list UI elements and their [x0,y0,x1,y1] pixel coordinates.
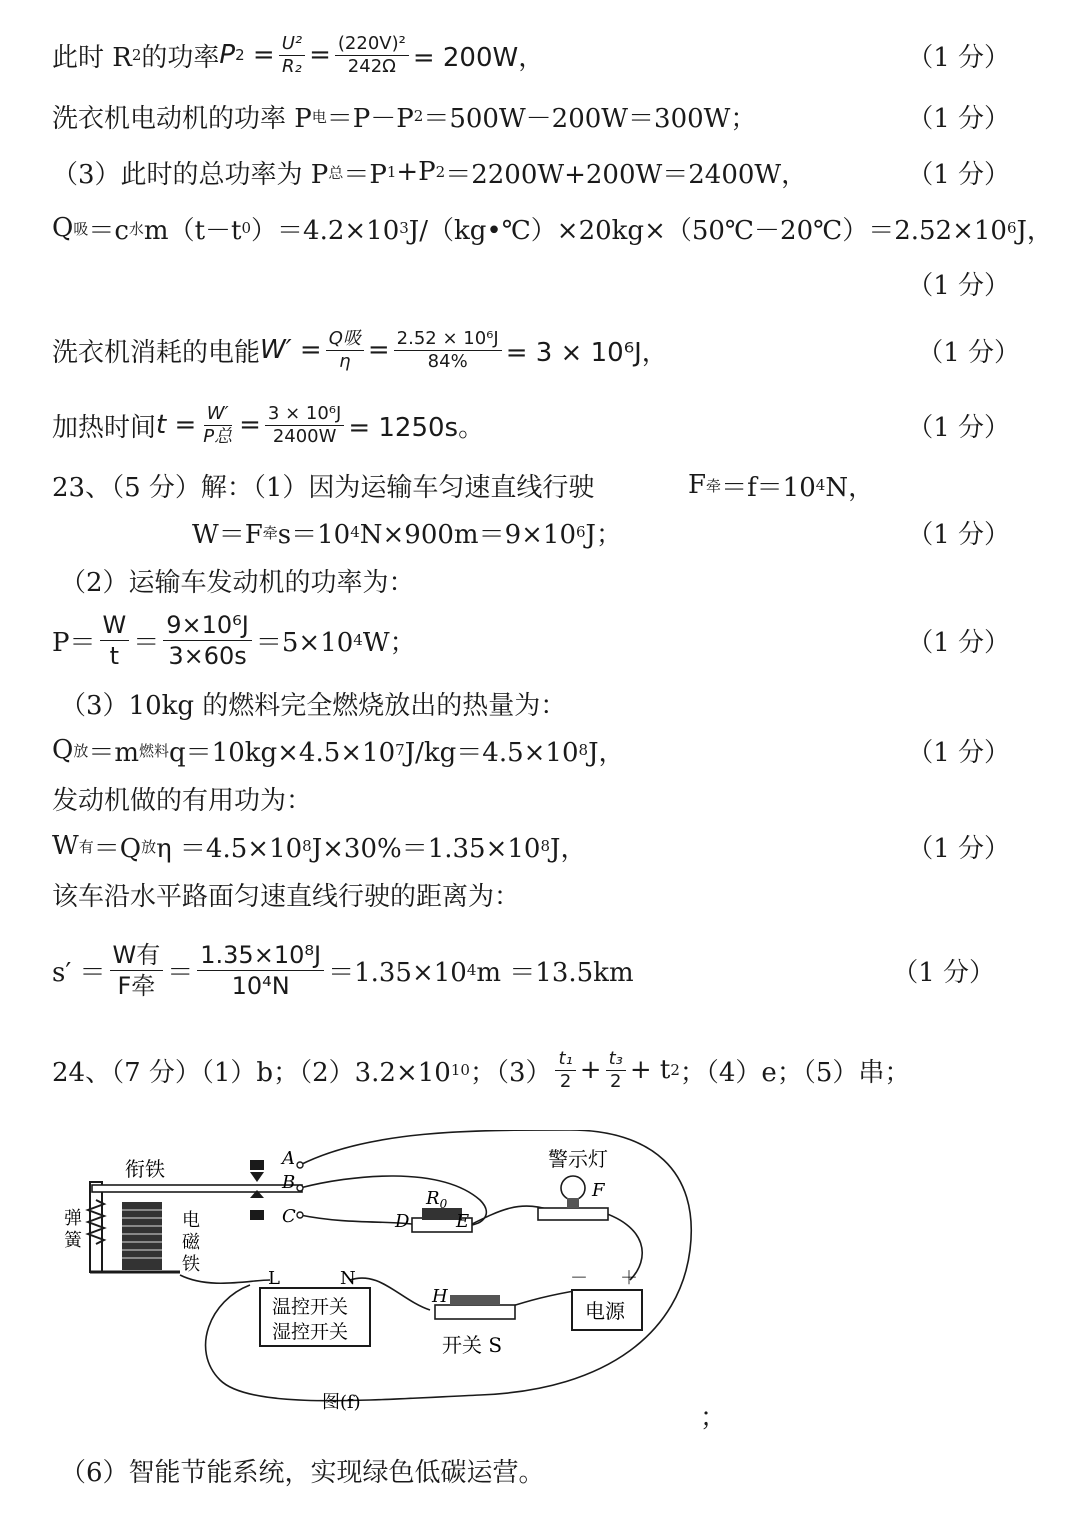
score: （1 分） [907,627,1010,658]
fraction-energy: $\frac{\text{2.52 × 10⁶J}}{84\%}$ [394,328,502,373]
label-magnet-3: 铁 [182,1254,200,1275]
line-heat-score [0,253,1080,313]
label-power: 电源 [585,1299,625,1323]
label-switch: 开关 S [442,1333,503,1357]
label-armature: 衔铁 [125,1157,165,1181]
line-motor-power: 洗衣机电动机的功率 P 电 ＝P－P 2 ＝500W－200W＝300W； （1 分） [0,86,1080,146]
q23-useful-work: W 有 ＝Q 放 η ＝4.5×10 8 J×30%＝1.35×10 8 J， （1 分） [0,816,1080,876]
label-magnet-1: 电 [182,1210,200,1231]
fraction-t1-2: $\frac{\text{t₁}}{2}$ [555,1048,575,1093]
q24-part6: （6）智能节能系统，实现绿色低碳运营。 [60,1457,545,1488]
score: （1 分） [907,737,1010,768]
label-spring-2: 簧 [64,1230,82,1251]
fraction-w-f: $\frac{\text{W有}}{\text{F牵}}$ [110,940,164,1001]
q23-work: W＝F 牵 s＝10 4 N×900m＝9×10 6 J； （1 分） [0,502,1080,562]
label-plus: ＋ [620,1268,638,1289]
line-heating-time: 加热时间 t = $\frac{W'}{\text{P总}}$ = $\frac{\text{3 × 10⁶J}}{2400W}$ = 1250s。 （1 分） [0,395,1080,455]
q23-useful-work-title: 发动机做的有用功为： [52,785,313,816]
score: （1 分） [907,103,1010,134]
fraction-time: $\frac{\text{3 × 10⁶J}}{2400W}$ [265,403,344,448]
label-c: C [282,1206,296,1227]
line-heat-absorbed: Q 吸 ＝c 水 m（t－t 0 ）＝4.2×10 3 J/（kg•℃）×20kg×（50℃－20℃）＝2.52×10 6 J， [52,213,1053,246]
label-r0: $R_0$ [426,1188,448,1211]
score: （1 分） [917,337,1020,368]
score: （1 分） [907,270,1010,301]
armature-bar [92,1185,302,1192]
fraction-w-t: $\frac{W}{t}$ [100,610,130,671]
score: （1 分） [907,519,1010,550]
fraction-power: $\frac{\text{9×10⁶J}}{3\times 60s}$ [163,610,252,671]
label-spring-1: 弹 [64,1208,82,1229]
q23-power: P＝ $\frac{W}{t}$ ＝ $\frac{\text{9×10⁶J}}{3\times 60s}$ ＝5×10 4 W； （1 分） [52,610,1010,670]
line-total-power: （3）此时的总功率为 P 总 ＝P 1 +P 2 ＝2200W+200W＝2400W， （1 分） [0,142,1080,202]
label-controller-1: 温控开关 [272,1296,349,1318]
label-h: H [432,1286,448,1307]
fraction-distance: $\frac{\text{1.35×10⁸J}}{\text{10⁴N}}$ [197,940,324,1001]
q23-heading: 23、（5 分）解：（1）因为运输车匀速直线行驶 F 牵 ＝f＝10 4 N， [52,470,875,503]
score: （1 分） [907,159,1010,190]
score: （1 分） [907,412,1010,443]
score: （1 分） [892,957,995,988]
fraction-u2-r2: $\frac{\text{U²}}{\text{R₂}}$ [279,33,305,78]
q23-part2: （2）运输车发动机的功率为： [60,567,415,598]
label-e: E [456,1211,470,1232]
label-lamp: 警示灯 [548,1147,608,1171]
fraction-q-eta: $\frac{\text{Q吸}}{\eta}$ [326,328,364,373]
score: （1 分） [907,833,1010,864]
label-f: F [592,1180,605,1201]
contact-c [250,1210,264,1220]
label-n: N [340,1268,356,1289]
q23-distance: s′ ＝ $\frac{\text{W有}}{\text{F牵}}$ ＝ $\frac{\text{1.35×10⁸J}}{\text{10⁴N}}$ ＝1.35×10 4 m ＝13.5km （1 分） [52,940,995,1000]
trailing-semicolon: ； [700,1402,727,1433]
wire-magnet-l [180,1275,270,1283]
label-magnet-2: 磁 [182,1232,200,1253]
line-electric-energy: 洗衣机消耗的电能 W′ = $\frac{\text{Q吸}}{\eta}$ = $\frac{\text{2.52 × 10⁶J}}{84\%}$ = 3 × 10⁶J， （1 分） [0,320,1080,380]
q24-answers: 24、（7 分）（1）b；（2）3.2×10 10 ；（3） $\frac{\text{t₁}}{2}$ + $\frac{\text{t₃}}{2}$ + t 2 ；（4）e；（5）串； [52,1047,911,1092]
wire-a-loop [206,1130,692,1401]
contact-b [250,1172,264,1182]
label-minus: － [570,1268,588,1289]
label-controller-2: 湿控开关 [272,1321,349,1343]
score: （1 分） [907,42,1010,73]
figure-caption: 图(f) [322,1392,361,1413]
label-b: B [282,1172,296,1193]
label-a: A [282,1148,295,1169]
q23-heat-released: Q 放 ＝m 燃料 q＝10kg×4.5×10 7 J/kg＝4.5×10 8 J， （1 分） [0,720,1080,780]
fraction-w-p: $\frac{W'}{\text{P总}}$ [203,402,233,447]
fraction-220-242: $\frac{\text{(220V)²}}{242\Omega}$ [335,33,409,78]
electromagnet-coil [122,1202,162,1270]
contact-a [250,1160,264,1170]
fraction-t3-2: $\frac{\text{t₃}}{2}$ [606,1048,626,1093]
q23-distance-title: 该车沿水平路面匀速直线行驶的距离为： [52,881,521,912]
label-l: L [268,1268,280,1289]
q23-part3: （3）10kg 的燃料完全燃烧放出的热量为： [60,690,567,721]
line-r2-power: 此时 R 2 的功率 P 2 = $\frac{\text{U²}}{\text{R₂}}$ = $\frac{\text{(220V)²}}{242\Omega}$ = 200W， （1 分） [0,25,1080,85]
label-d: D [395,1211,410,1232]
